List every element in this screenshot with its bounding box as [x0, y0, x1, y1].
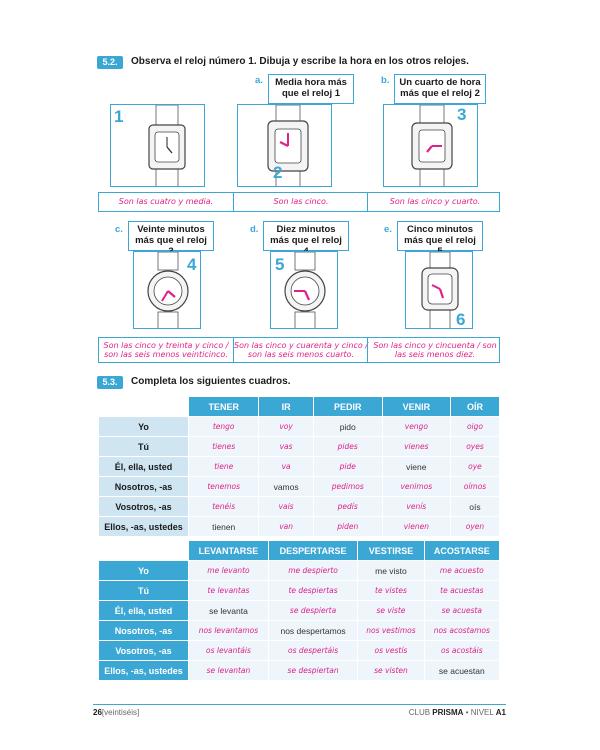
footer-brand-prefix: CLUB [408, 708, 431, 717]
table-b-header: VESTIRSE [358, 541, 424, 561]
table-a-header-row [99, 397, 500, 417]
table-a-row-label: Yo [99, 417, 189, 437]
watch-number-4: 4 [187, 255, 197, 274]
answer-strip-row1 [98, 192, 500, 212]
footer-brand-name: PRISMA [432, 708, 464, 717]
watch-letter-e: e. [384, 224, 392, 235]
table-b-row-label: Yo [99, 561, 189, 581]
watch-number-2: 2 [273, 163, 283, 182]
watch-answer-3: Son las cinco y cuarto. [367, 193, 502, 211]
table-a-cell: va [259, 457, 313, 477]
table-b-cell: te vistes [358, 581, 424, 601]
table-b-cell: se visten [358, 661, 424, 681]
table-a-cell: vas [259, 437, 313, 457]
table-a-cell: oigo [450, 417, 499, 437]
footer-level-label: NIVEL [470, 708, 494, 717]
watch-letter-c: c. [115, 224, 123, 235]
exercise-badge-5-2: 5.2. [97, 56, 123, 69]
table-b-cell: se levanta [189, 601, 269, 621]
table-b-cell: os acostáis [424, 641, 499, 661]
conjugation-table-a [98, 396, 500, 537]
table-a-cell: tenéis [189, 497, 259, 517]
watch-image-1 [110, 104, 205, 187]
table-a-cell: viene [382, 457, 450, 477]
watch-number-6: 6 [456, 310, 466, 329]
page-number [93, 708, 139, 717]
table-a-cell: venís [382, 497, 450, 517]
page-number-word: [veintiséis] [101, 708, 140, 717]
footer-level: A1 [495, 708, 506, 717]
table-b-cell: os levantáis [189, 641, 269, 661]
watch-number-1: 1 [114, 107, 124, 126]
table-b-cell: nos vestimos [358, 621, 424, 641]
table-a-cell: vamos [259, 477, 313, 497]
table-a-row-label: Vosotros, -as [99, 497, 189, 517]
table-b-row [99, 641, 500, 661]
table-a-row [99, 417, 500, 437]
exercise-title-5-2: Observa el reloj número 1. Dibuja y escribe la hora en los otros relojes. [131, 56, 469, 67]
table-b-header: LEVANTARSE [189, 541, 269, 561]
table-a-cell: vienes [382, 437, 450, 457]
watch-callout-e: Cinco minutos más que el reloj [397, 221, 483, 251]
table-b-row [99, 581, 500, 601]
watch-letter-b: b. [381, 75, 390, 86]
watch-answer-5: Son las cinco y cuarenta y cinco / son las seis menos cuarto. [233, 338, 368, 362]
table-b-row-label: Él, ella, usted [99, 601, 189, 621]
table-a-row-label: Ellos, -as, ustedes [99, 517, 189, 537]
table-a-cell: oye [450, 457, 499, 477]
exercise-badge-5-3: 5.3. [97, 376, 123, 389]
table-a-row [99, 457, 500, 477]
watch-letter-a: a. [255, 75, 263, 86]
table-a-cell: pido [313, 417, 382, 437]
watch-answer-6: Son las cinco y cincuenta / son las seis menos diez. [367, 338, 502, 362]
page-number-digits: 26 [93, 708, 102, 717]
table-a-row [99, 517, 500, 537]
table-b-cell: nos levantamos [189, 621, 269, 641]
table-b-cell: se despierta [268, 601, 357, 621]
table-a-header: VENIR [382, 397, 450, 417]
answer-strip-row2 [98, 337, 500, 363]
table-b-row [99, 601, 500, 621]
table-b-row [99, 661, 500, 681]
table-b-cell: te acuestas [424, 581, 499, 601]
table-a-row [99, 477, 500, 497]
table-b-cell: te levantas [189, 581, 269, 601]
table-a-cell: tiene [189, 457, 259, 477]
table-a-header: TENER [189, 397, 259, 417]
conjugation-table-b [98, 540, 500, 681]
table-b-row-label: Ellos, -as, ustedes [99, 661, 189, 681]
table-b-cell: me acuesto [424, 561, 499, 581]
footer-separator: • [465, 708, 469, 717]
watch-number-5: 5 [275, 255, 285, 274]
table-b-row [99, 621, 500, 641]
table-b-cell: me visto [358, 561, 424, 581]
table-b-header: DESPERTARSE [268, 541, 357, 561]
watch-callout-d: Diez minutos más que el reloj [263, 221, 349, 251]
watch-callout-a: Media hora más que el reloj 1 [268, 74, 354, 104]
table-a-cell: van [259, 517, 313, 537]
table-b-cell: me levanto [189, 561, 269, 581]
watch-callout-b: Un cuarto de hora más que el reloj 2 [394, 74, 486, 104]
table-b-header-row [99, 541, 500, 561]
table-a-cell: pedís [313, 497, 382, 517]
table-a-cell: venimos [382, 477, 450, 497]
table-a-cell: oís [450, 497, 499, 517]
table-a-header: IR [259, 397, 313, 417]
table-b-cell: se acuestan [424, 661, 499, 681]
watch-answer-4: Son las cinco y treinta y cinco / son las seis menos veinticinco. [103, 340, 229, 359]
table-a-cell: pide [313, 457, 382, 477]
watch-number-3: 3 [457, 105, 467, 124]
watch-callout-c: Veinte minutos más que el reloj [128, 221, 214, 251]
table-b-cell: se acuesta [424, 601, 499, 621]
table-b-cell: me despierto [268, 561, 357, 581]
table-a-cell: tengo [189, 417, 259, 437]
table-a-cell: tienes [189, 437, 259, 457]
table-b-cell: te despiertas [268, 581, 357, 601]
table-b-header: ACOSTARSE [424, 541, 499, 561]
table-a-cell: vengo [382, 417, 450, 437]
table-b-cell: se despiertan [268, 661, 357, 681]
footer-rule [93, 704, 506, 705]
watch-letter-d: d. [250, 224, 259, 235]
watch-answer-1: Son las cuatro y media. [118, 197, 214, 207]
table-a-header: PEDIR [313, 397, 382, 417]
table-a-row [99, 497, 500, 517]
table-b-row-label: Nosotros, -as [99, 621, 189, 641]
table-a-cell: voy [259, 417, 313, 437]
table-b-cell: nos despertamos [268, 621, 357, 641]
table-a-cell: tenemos [189, 477, 259, 497]
table-a-cell: tienen [189, 517, 259, 537]
table-a-cell: oyen [450, 517, 499, 537]
watch-answer-2: Son las cinco. [233, 193, 368, 211]
table-a-row [99, 437, 500, 457]
table-a-cell: vais [259, 497, 313, 517]
table-a-row-label: Él, ella, usted [99, 457, 189, 477]
table-a-cell: piden [313, 517, 382, 537]
table-b-row-label: Tú [99, 581, 189, 601]
table-b-cell: nos acostamos [424, 621, 499, 641]
table-b-cell: os vestís [358, 641, 424, 661]
footer-brand [409, 708, 506, 717]
table-b-row [99, 561, 500, 581]
table-a-header: OÍR [450, 397, 499, 417]
table-a-cell: oímos [450, 477, 499, 497]
table-b-row-label: Vosotros, -as [99, 641, 189, 661]
table-b-cell: se viste [358, 601, 424, 621]
table-a-row-label: Nosotros, -as [99, 477, 189, 497]
watch-image-2 [237, 104, 332, 187]
table-a-cell: pides [313, 437, 382, 457]
exercise-title-5-3: Completa los siguientes cuadros. [131, 376, 291, 387]
table-a-cell: vienen [382, 517, 450, 537]
table-b-cell: se levantan [189, 661, 269, 681]
table-a-row-label: Tú [99, 437, 189, 457]
table-b-cell: os despertáis [268, 641, 357, 661]
table-a-cell: pedimos [313, 477, 382, 497]
table-a-cell: oyes [450, 437, 499, 457]
